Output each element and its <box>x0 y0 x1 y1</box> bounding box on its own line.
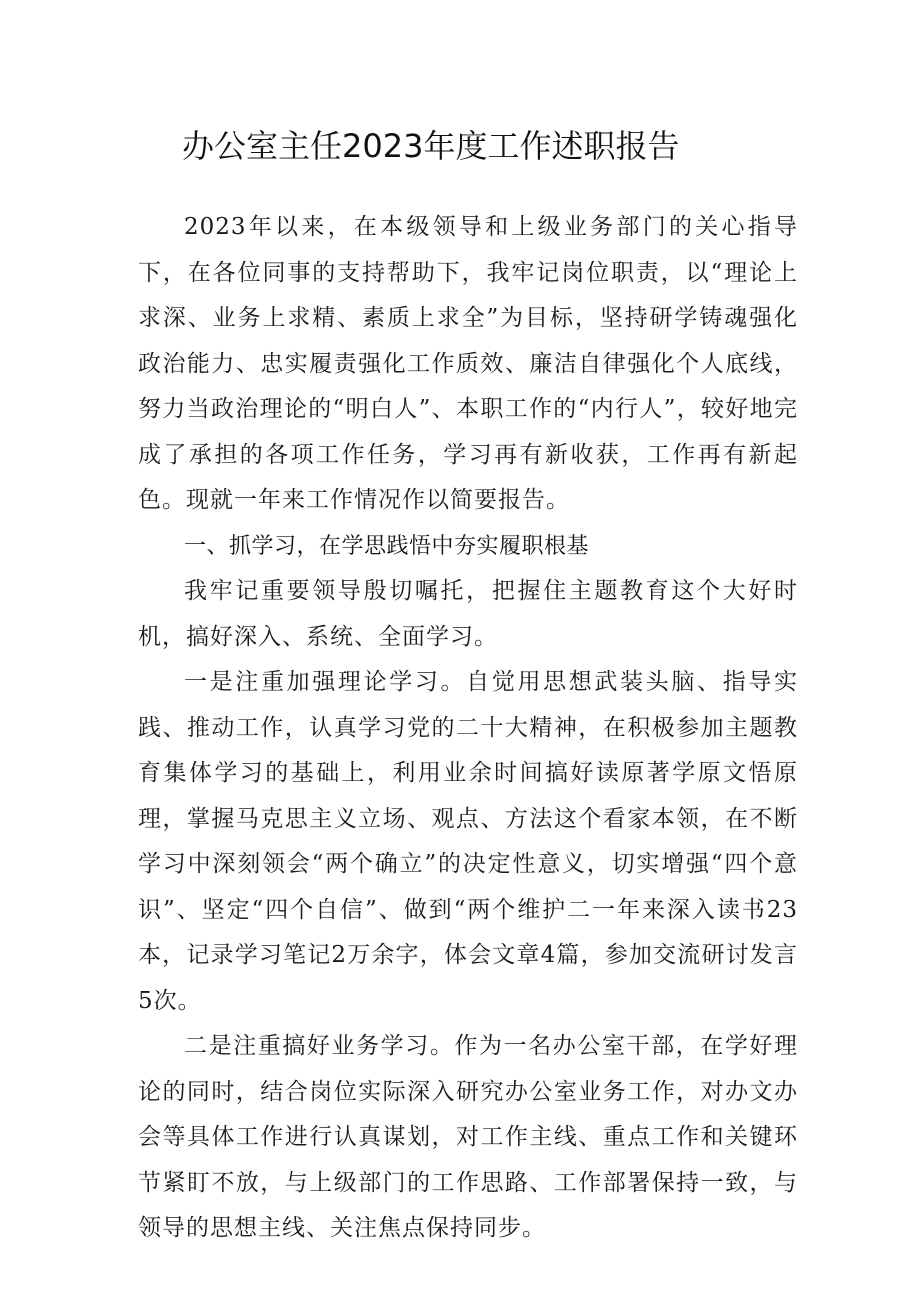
section-paragraph-2: 一是注重加强理论学习。自觉用思想武装头脑、指导实践、推动工作，认真学习党的二十大精神，在积极参加主题教育集体学习的基础上，利用业余时间搞好读原著学原文悟原理，掌握马克思主义立场、观点、方法这个看家本领，在不断学习中深刻领会“两个确立”的决定性意义，切实增强“四个意识”、坚定“四个自信”、做到“两个维护二一年来深入读书23本，记录学习笔记2万余字，体会文章4篇，参加交流研讨发言5次。 <box>138 669 798 1014</box>
document-body <box>138 205 798 1252</box>
document-title: 办公室主任2023年度工作述职报告 <box>182 127 680 165</box>
section-paragraph-3: 二是注重搞好业务学习。作为一名办公室干部，在学好理论的同时，结合岗位实际深入研究办公室业务工作，对办文办会等具体工作进行认真谋划，对工作主线、重点工作和关键环节紧盯不放，与上级部门的工作思路、工作部署保持一致，与领导的思想主线、关注焦点保持同步。 <box>138 1033 798 1241</box>
section-paragraph-1: 我牢记重要领导殷切嘱托，把握住主题教育这个大好时机，搞好深入、系统、全面学习。 <box>138 578 798 650</box>
intro-paragraph: 2023年以来，在本级领导和上级业务部门的关心指导下，在各位同事的支持帮助下，我牢记岗位职责，以“理论上求深、业务上求精、素质上求全”为目标，坚持研学铸魂强化政治能力、忠实履责强化工作质效、廉洁自律强化个人底线，努力当政治理论的“明白人”、本职工作的“内行人”，较好地完成了承担的各项工作任务，学习再有新收获，工作再有新起色。现就一年来工作情况作以简要报告。 <box>138 214 798 513</box>
section-heading: 一、抓学习，在学思践悟中夯实履职根基 <box>184 533 590 559</box>
